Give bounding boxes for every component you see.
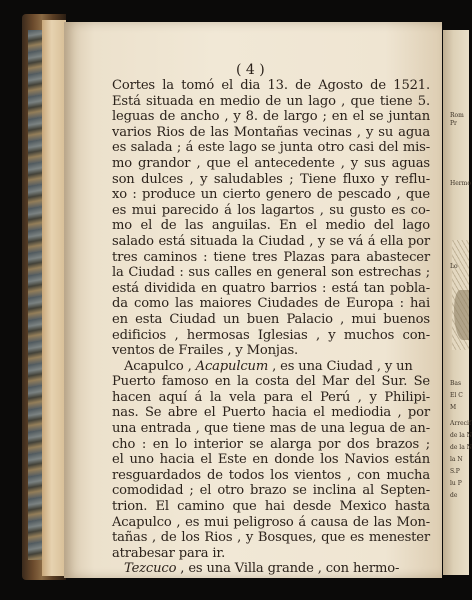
italic-place-name: Acapulcum xyxy=(195,358,269,374)
text-line: el uno hacia el Este en donde los Navios están xyxy=(112,452,430,468)
facing-page-fragment: Pr xyxy=(450,120,457,127)
page-number: ( 4 ) xyxy=(236,62,265,78)
text-line: Cortes la tomó el dia 13. de Agosto de 1521. xyxy=(112,78,430,93)
facing-page-fragment: de la N xyxy=(450,432,472,439)
text-line xyxy=(112,561,430,577)
facing-page-fragment: lu P xyxy=(450,480,462,487)
text-line: tañas , de los Rios , y Bosques, que es menester xyxy=(112,530,430,546)
text-line: mo grandor , que el antecedente , y sus aguas xyxy=(112,155,430,171)
marbled-board xyxy=(28,30,42,560)
page-stack-edge xyxy=(42,20,66,576)
text-line-part: Acapulco , xyxy=(124,358,196,374)
text-line: edificios , hermosas Iglesias , y muchos con- xyxy=(112,327,430,343)
body-text xyxy=(112,78,430,577)
facing-page-fragment: El C xyxy=(450,392,463,399)
text-line-part: , es una Villa grande , con hermo- xyxy=(176,561,400,577)
text-line: Está situada en medio de un lago , que tiene 5. xyxy=(112,93,430,109)
text-line: resguardados de todos los vientos , con mucha xyxy=(112,467,430,483)
text-line xyxy=(112,359,430,375)
text-line: son dulces , y saludables ; Tiene fluxo y reflu- xyxy=(112,171,430,187)
text-line: leguas de ancho , y 8. de largo ; en el se juntan xyxy=(112,109,430,125)
text-line: atrabesar para ir. xyxy=(112,545,226,561)
facing-page-fragment: S.P xyxy=(450,468,460,475)
text-line: una entrada , que tiene mas de una legua de an- xyxy=(112,421,430,437)
text-line: hacen aquí á la vela para el Perú , y Philipi- xyxy=(112,389,430,405)
text-line: Acapulco , es mui peligroso á causa de las Mon- xyxy=(112,514,430,530)
facing-page-fragment: de la N xyxy=(450,444,472,451)
facing-page-fragment: Arrecif xyxy=(450,420,472,427)
text-line: en esta Ciudad un buen Palacio , mui buenos xyxy=(112,311,430,327)
text-line: da como las maiores Ciudades de Europa : hai xyxy=(112,296,430,312)
text-line: comodidad ; el otro brazo se inclina al Septen- xyxy=(112,483,430,499)
italic-place-name: Tezcuco xyxy=(124,561,177,577)
text-line: salado está situada la Ciudad , y se vá á ella por xyxy=(112,233,430,249)
facing-page-fragment: Hermo xyxy=(450,180,471,187)
facing-page-fragment: la N xyxy=(450,456,463,463)
text-line: trion. El camino que hai desde Mexico hasta xyxy=(112,499,430,515)
facing-page-fragment: Lo xyxy=(450,263,458,270)
text-line: cho : en lo interior se alarga por dos brazos ; xyxy=(112,436,430,452)
text-line: xo : produce un cierto genero de pescado , que xyxy=(112,187,430,203)
text-line: nas. Se abre el Puerto hacia el mediodia , por xyxy=(112,405,430,421)
text-line: está dividida en quatro barrios : está tan pobla- xyxy=(112,280,430,296)
text-line: tres caminos : tiene tres Plazas para abastecer xyxy=(112,249,430,265)
facing-page-fragment: de xyxy=(450,492,458,499)
text-line: varios Rios de las Montañas vecinas , y su agua xyxy=(112,124,430,140)
text-line: Puerto famoso en la costa del Mar del Sur. Se xyxy=(112,374,430,390)
text-line: mo el de las anguilas. En el medio del lago xyxy=(112,218,430,234)
facing-page-map-shading xyxy=(454,290,469,340)
facing-page-fragment: M xyxy=(450,404,457,411)
text-line-part: , es una Ciudad , y un xyxy=(268,358,413,374)
text-line: es mui parecido á los lagartos , su gusto es co- xyxy=(112,202,430,218)
text-line: es salada ; á este lago se junta otro casi del mis- xyxy=(112,140,430,156)
text-line: ventos de Frailes , y Monjas. xyxy=(112,343,299,359)
facing-page-fragment: Rom xyxy=(450,112,464,119)
facing-page-fragment: Bas xyxy=(450,380,462,387)
text-line: la Ciudad : sus calles en general son estrechas ; xyxy=(112,265,430,281)
